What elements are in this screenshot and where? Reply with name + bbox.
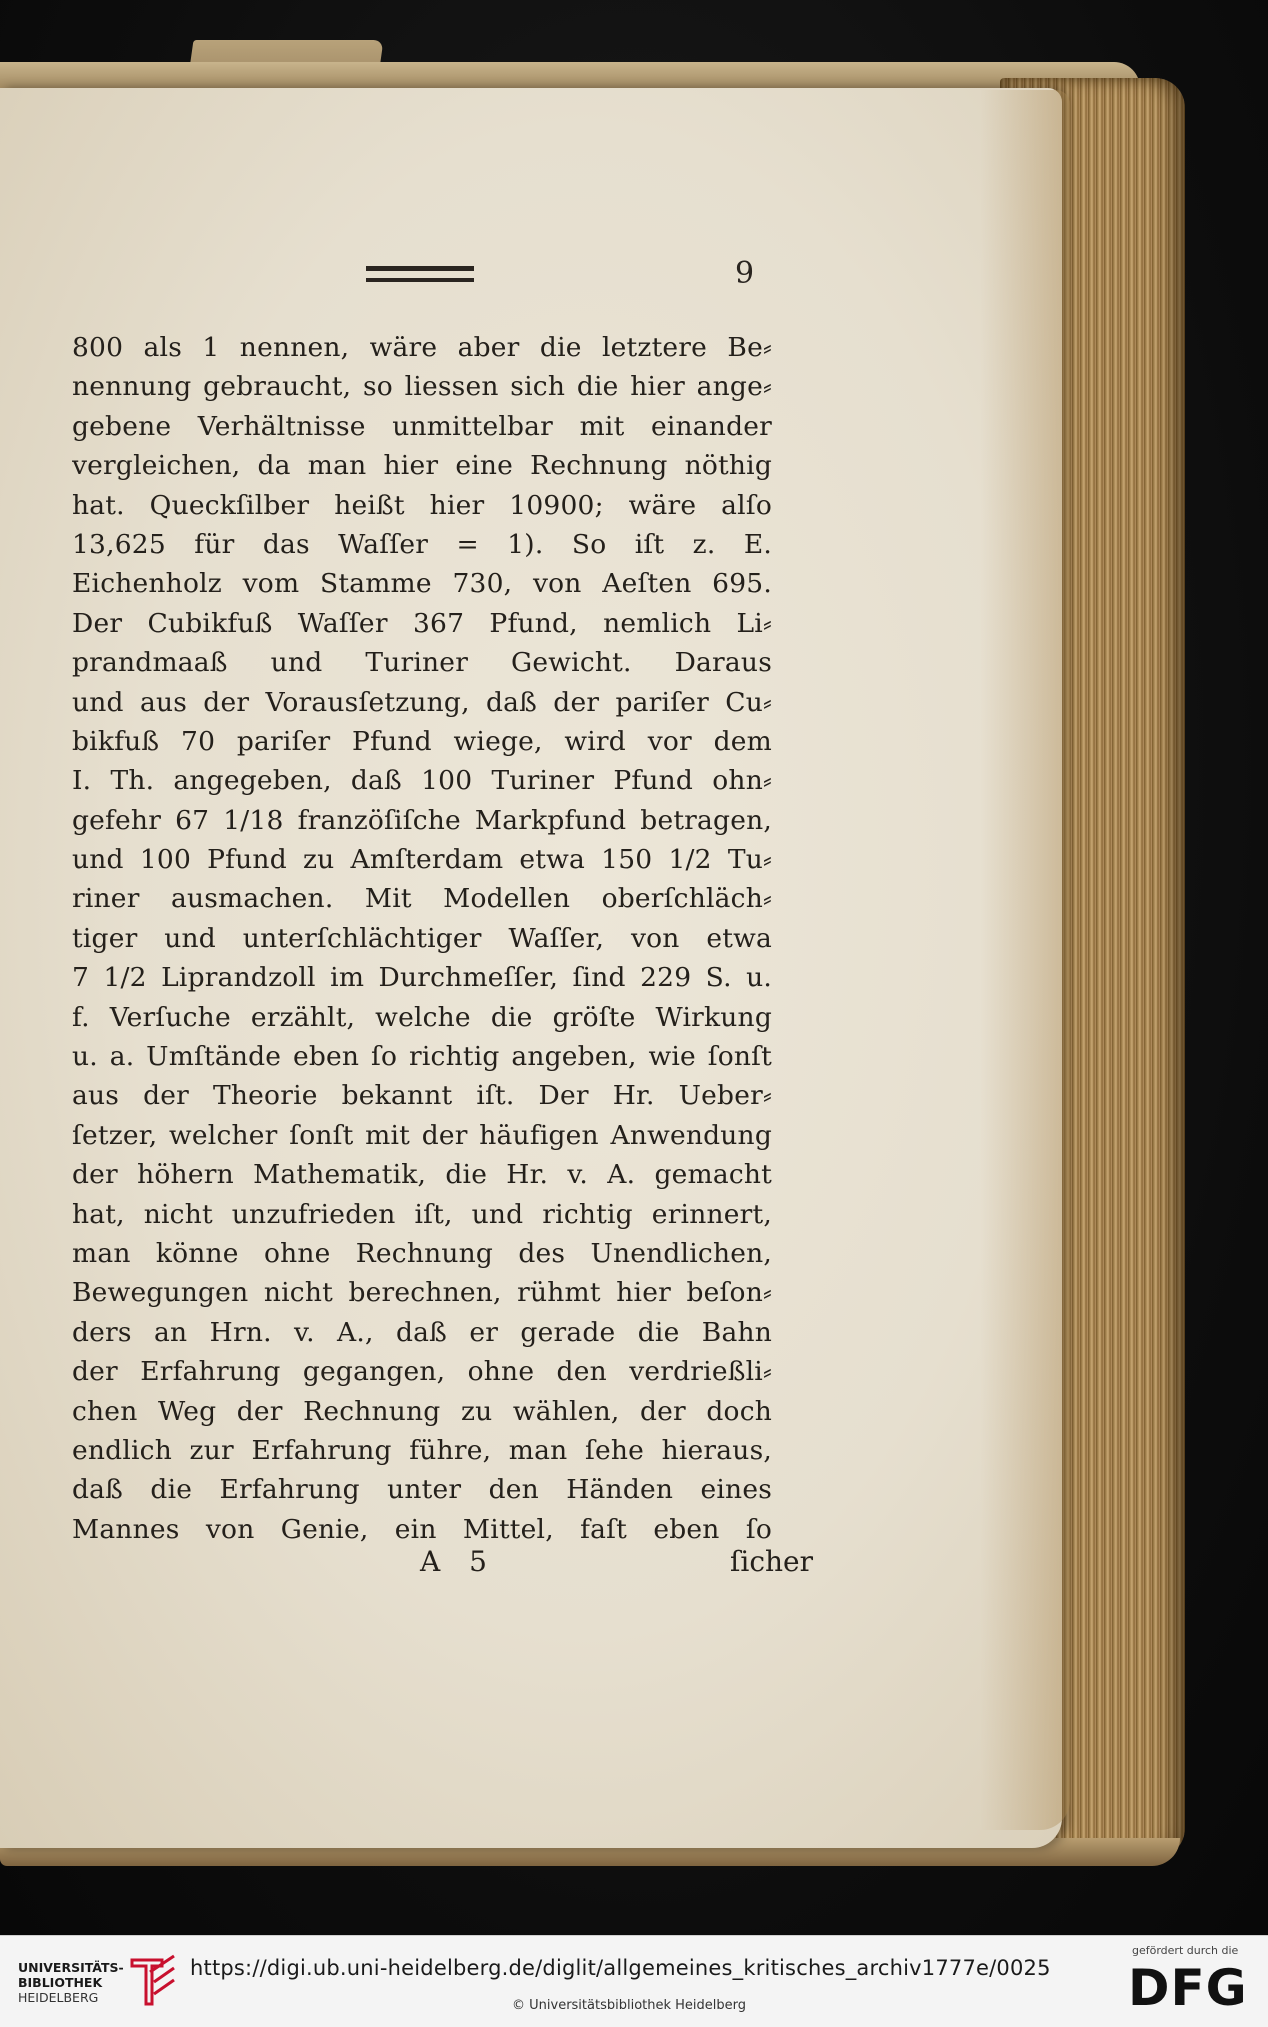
- text-line: Bewegungen nicht berechnen, rühmt hier beſon⸗: [72, 1277, 772, 1309]
- text-line: vergleichen, da man hier eine Rechnung nöthig: [72, 450, 772, 482]
- library-name[interactable]: [18, 1960, 124, 2005]
- copyright-notice: © Universitätsbibliothek Heidelberg: [512, 1998, 747, 2013]
- text-line: gefehr 67 1/18 franzöſiſche Markpfund betragen,: [72, 804, 772, 836]
- text-line: bikfuß 70 pariſer Pfund wiege, wird vor dem: [72, 725, 772, 757]
- text-line: u. a. Umſtände eben ſo richtig angeben, wie ſonſt: [72, 1041, 772, 1073]
- signature-mark: A 5: [420, 1545, 497, 1578]
- text-line: und aus der Vorausſetzung, daß der pariſer Cu⸗: [72, 686, 772, 718]
- permalink-url[interactable]: https://digi.ub.uni-heidelberg.de/diglit/allgemeines_kritisches_archiv1777e/0025: [190, 1956, 1051, 1980]
- text-line: 7 1/2 Liprandzoll im Durchmeſſer, ſind 229 S. u.: [72, 962, 772, 994]
- text-line: I. Th. angegeben, daß 100 Turiner Pfund ohn⸗: [72, 765, 772, 797]
- text-line: prandmaaß und Turiner Gewicht. Daraus: [72, 647, 772, 679]
- page-number: 9: [735, 256, 755, 291]
- text-line: man könne ohne Rechnung des Unendlichen,: [72, 1237, 772, 1269]
- library-name-line3: HEIDELBERG: [18, 1990, 99, 2005]
- text-line: Der Cubikfuß Waſſer 367 Pfund, nemlich Li⸗: [72, 607, 772, 639]
- page-stain: [980, 90, 1070, 1830]
- text-line: 13,625 für das Waſſer = 1). So iſt z. E.: [72, 528, 772, 560]
- text-line: hat, nicht unzufrieden iſt, und richtig erinnert,: [72, 1198, 772, 1230]
- text-line: gebene Verhältnisse unmittelbar mit einander: [72, 410, 772, 442]
- text-line: daß die Erfahrung unter den Händen eines: [72, 1474, 772, 1506]
- text-line: f. Verſuche erzählt, welche die gröſte Wirkung: [72, 1001, 772, 1033]
- text-line: ders an Hrn. v. A., daß er gerade die Bahn: [72, 1316, 772, 1348]
- library-logo-icon[interactable]: [128, 1952, 178, 2012]
- text-line: ſetzer, welcher ſonſt mit der häufigen Anwendung: [72, 1119, 772, 1151]
- footer-bar: [0, 1935, 1268, 2027]
- funded-by-label: gefördert durch die: [1132, 1944, 1239, 1957]
- text-line: nennung gebraucht, so liessen sich die hier ange⸗: [72, 371, 772, 403]
- text-line: aus der Theorie bekannt iſt. Der Hr. Ueber⸗: [72, 1080, 772, 1112]
- catchword: ſicher: [730, 1545, 813, 1578]
- text-line: Mannes von Genie, ein Mittel, faſt eben ſo: [72, 1513, 772, 1545]
- library-name-line1: UNIVERSITÄTS-: [18, 1960, 124, 1975]
- text-line: chen Weg der Rechnung zu wählen, der doch: [72, 1395, 772, 1427]
- text-line: der höhern Mathematik, die Hr. v. A. gemacht: [72, 1159, 772, 1191]
- library-name-line2: BIBLIOTHEK: [18, 1975, 103, 1990]
- text-line: hat. Queckſilber heißt hier 10900; wäre alſo: [72, 489, 772, 521]
- text-line: 800 als 1 nennen, wäre aber die letztere Be⸗: [72, 332, 772, 363]
- page-edges-top: [0, 62, 1140, 88]
- text-line: tiger und unterſchlächtiger Waſſer, von etwa: [72, 922, 772, 954]
- dfg-logo[interactable]: DFG: [1128, 1959, 1248, 2017]
- header-rule: [366, 266, 474, 282]
- text-line: Eichenholz vom Stamme 730, von Aeſten 695.: [72, 568, 772, 600]
- text-line: endlich zur Erfahrung führe, man ſehe hieraus,: [72, 1434, 772, 1466]
- text-line: riner ausmachen. Mit Modellen oberſchläch⸗: [72, 883, 772, 915]
- text-line: der Erfahrung gegangen, ohne den verdrießli⸗: [72, 1356, 772, 1388]
- text-line: und 100 Pfund zu Amſterdam etwa 150 1/2 Tu⸗: [72, 844, 772, 876]
- body-text: [72, 328, 772, 1549]
